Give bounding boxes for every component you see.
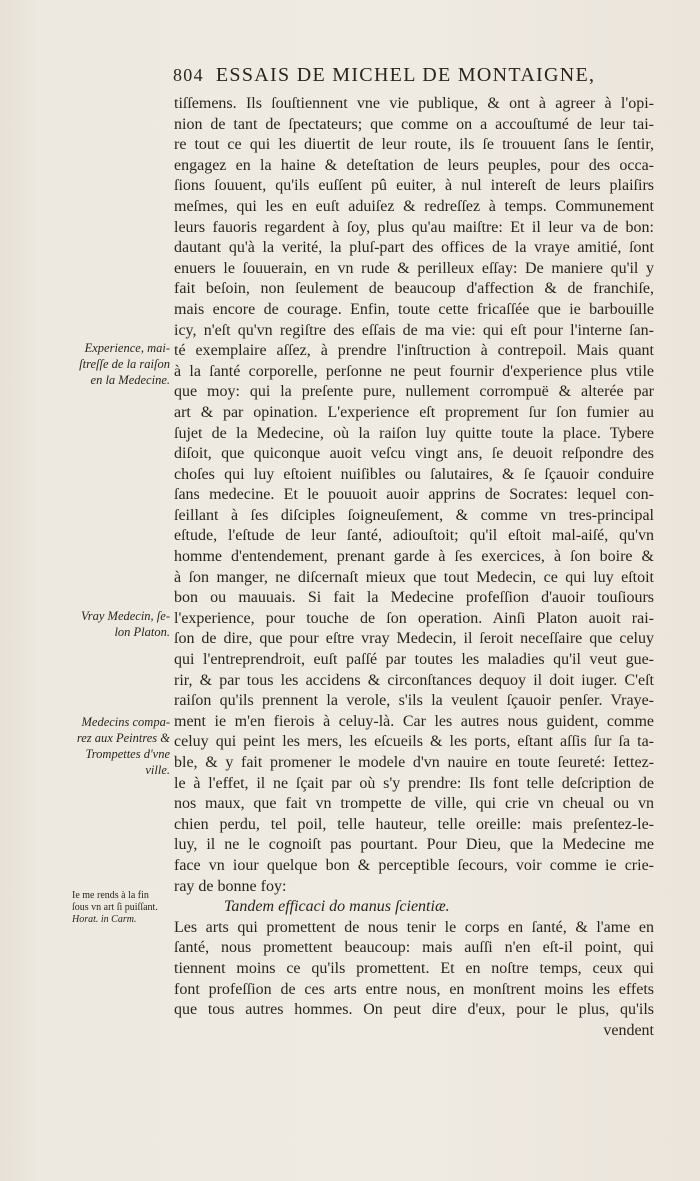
margin-note-line: ville.: [145, 763, 170, 777]
text-line: re tout ce qui les diuertit de leur route, ils ſe trouuent ſans le ſentir,: [174, 136, 654, 154]
margin-note-line: Medecins compa-: [81, 715, 170, 729]
text-line: ſon de dire, que pour eſtre vray Medecin, il ſeroit neceſſaire que celuy: [174, 630, 654, 648]
margin-note-translation: [72, 890, 180, 926]
text-line: homme d'entendement, prenant garde à ſes exercices, à ſon boire &: [174, 548, 654, 566]
margin-note-line: Ie me rends à la fin: [72, 890, 149, 901]
text-line: mais encore de courage. Enfin, toute cette fricaſſée que ie barbouille: [174, 300, 654, 318]
text-line: à la ſanté corporelle, perſonne ne peut fournir d'experience plus vtile: [174, 362, 654, 380]
text-line: dautant qu'à la verité, la pluſ-part des offices de la vraye amitié, ſont: [174, 239, 654, 257]
text-line: rir, & par tous les accidens & circonſtances dequoy il doit iuger. C'eſt: [174, 671, 654, 689]
text-line: qui l'entreprendroit, euſt paſſé par toutes les maladies qu'il veut gue-: [174, 651, 654, 669]
text-line: Tandem efficaci do manus ſcientiæ.: [224, 898, 450, 916]
margin-note-line: Horat. in Carm.: [72, 914, 137, 925]
text-line: raiſon qu'ils prennent la verole, s'ils la veulent ſçauoir penſer. Vraye-: [174, 692, 654, 710]
text-line: que tous autres hommes. On peut dire d'eux, pour le plus, qu'ils: [174, 1001, 654, 1019]
text-line: que moy: qui la preſente pure, nullement corrompuë & alterée par: [174, 383, 654, 401]
text-line: ble, & y fait promener le modele d'vn nauire en toute ſeureté: Iettez-: [174, 754, 654, 771]
margin-note-line: ſtreſſe de la raiſon: [79, 357, 170, 371]
text-line: ſeillant à ſes diſciples ſoigneuſement, & comme vn tres-principal: [174, 506, 654, 524]
margin-note-experience: [62, 340, 170, 388]
text-line: bon ou mauuais. Si fait la Medecine profeſſion d'auoir touſiours: [174, 589, 654, 607]
text-line: engagez en la haine & deteſtation de leurs peuples, pour des occa-: [174, 156, 654, 174]
text-line: ſans medecine. Et le pouuoit auoir apprins de Socrates: lequel con-: [174, 486, 654, 504]
text-line: luy, il ne le cognoiſt pas pourtant. Pour Dieu, que la Medecine me: [174, 836, 654, 854]
text-line: enuers le ſouuerain, en vn rude & perilleux eſſay: De maniere qu'il y: [174, 259, 654, 277]
text-line: face vn iour quelque bon & perceptible ſecours, voir comme ie crie-: [174, 856, 654, 874]
text-line: nion de tant de ſpectateurs; que comme on a accouſtumé de leur tai-: [174, 115, 654, 133]
text-line: diſoit, que quiconque auoit veſcu vingt ans, ſe deuoit reſpondre des: [174, 445, 654, 463]
margin-note-line: Trompettes d'vne: [85, 747, 170, 761]
text-line: té exemplaire aſſez, à prendre l'inſtruction à contrepoil. Mais quant: [174, 342, 654, 360]
text-line: eſtude, l'eſtude de leur ſanté, adiouſtoit; qu'il eſtoit mal-aiſé, qu'vn: [174, 527, 654, 545]
page-number: 804: [173, 65, 204, 85]
text-line: l'experience, pour touche de ſon operation. Ainſi Platon auoit rai-: [174, 609, 654, 627]
text-line: celuy qui peint les mers, les eſcueils & les ports, eſtant aſſis ſur ſa ta-: [174, 733, 654, 751]
text-line: tiſſemens. Ils ſouſtiennent vne vie publique, & ont à agreer à l'opi-: [174, 95, 654, 112]
text-line: chien perdu, tel poil, telle hauteur, telle oreille: mais preſentez-le-: [174, 815, 654, 833]
margin-note-line: Experience, mai-: [84, 341, 170, 355]
text-line: ſions ſouuent, qu'ils euſſent pû euiter, à nul intereſt de leurs plaiſirs: [174, 177, 654, 195]
text-line: nos maux, que fait vn trompette de ville, qui crie vn cheual ou vn: [174, 795, 654, 813]
text-line: ſanté, nous promettent beaucoup: mais auſſi n'en eſt-il point, qui: [174, 939, 654, 957]
running-title: ESSAIS DE MICHEL DE MONTAIGNE,: [215, 64, 596, 86]
margin-note-medecins: [62, 714, 170, 778]
text-line: ray de bonne foy:: [174, 877, 287, 895]
text-line: font profeſſion de ces arts entre nous, en monſtrent moins les effets: [174, 980, 654, 998]
text-line: choſes qui luy eſtoient nuiſibles ou ſalutaires, & ſe ſçauoir conduire: [174, 465, 654, 483]
text-line: ment ie m'en fierois à celuy-là. Car les autres nous guident, comme: [174, 712, 654, 730]
body-text: [174, 94, 654, 1041]
text-line: tiennent moins ce qu'ils promettent. Et en noſtre temps, ceux qui: [174, 959, 654, 977]
text-line: à ſon manger, ne diſcernaſt mieux que tout Medecin, ce qui luy eſtoit: [174, 568, 654, 586]
text-line: icy, n'eſt qu'vn regiſtre des eſſais de ma vie: qui eſt pour l'interne ſan-: [174, 321, 654, 339]
text-line: art & par opination. L'experience eſt proprement ſur ſon fumier au: [174, 403, 654, 421]
margin-note-line: en la Medecine.: [90, 373, 170, 387]
running-header: [173, 64, 653, 92]
text-line: vendent: [603, 1021, 654, 1039]
text-line: leurs fauoris regardent à ſoy, plus qu'au maiſtre: Et il leur va de bon:: [174, 218, 654, 236]
margin-note-line: lon Platon.: [114, 625, 170, 639]
margin-note-vray-medecin: [62, 608, 170, 640]
margin-note-line: rez aux Peintres &: [76, 731, 170, 745]
text-line: Les arts qui promettent de nous tenir le corps en ſanté, & l'ame en: [174, 918, 654, 936]
text-line: fait beſoin, non ſeulement de beaucoup d'affection & de franchiſe,: [174, 280, 654, 298]
text-line: meſmes, qui les en euſt aduiſez & redreſſez à temps. Communement: [174, 197, 654, 215]
text-line: ſujet de la Medecine, où la raiſon luy quitte toute la place. Tybere: [174, 424, 654, 442]
text-line: le à l'effet, il ne ſçait par où s'y prendre: Ils font telle deſcription de: [174, 774, 654, 792]
margin-note-line: Vray Medecin, ſe-: [81, 609, 170, 623]
margin-note-line: ſous vn art ſi puiſſant.: [72, 902, 158, 913]
